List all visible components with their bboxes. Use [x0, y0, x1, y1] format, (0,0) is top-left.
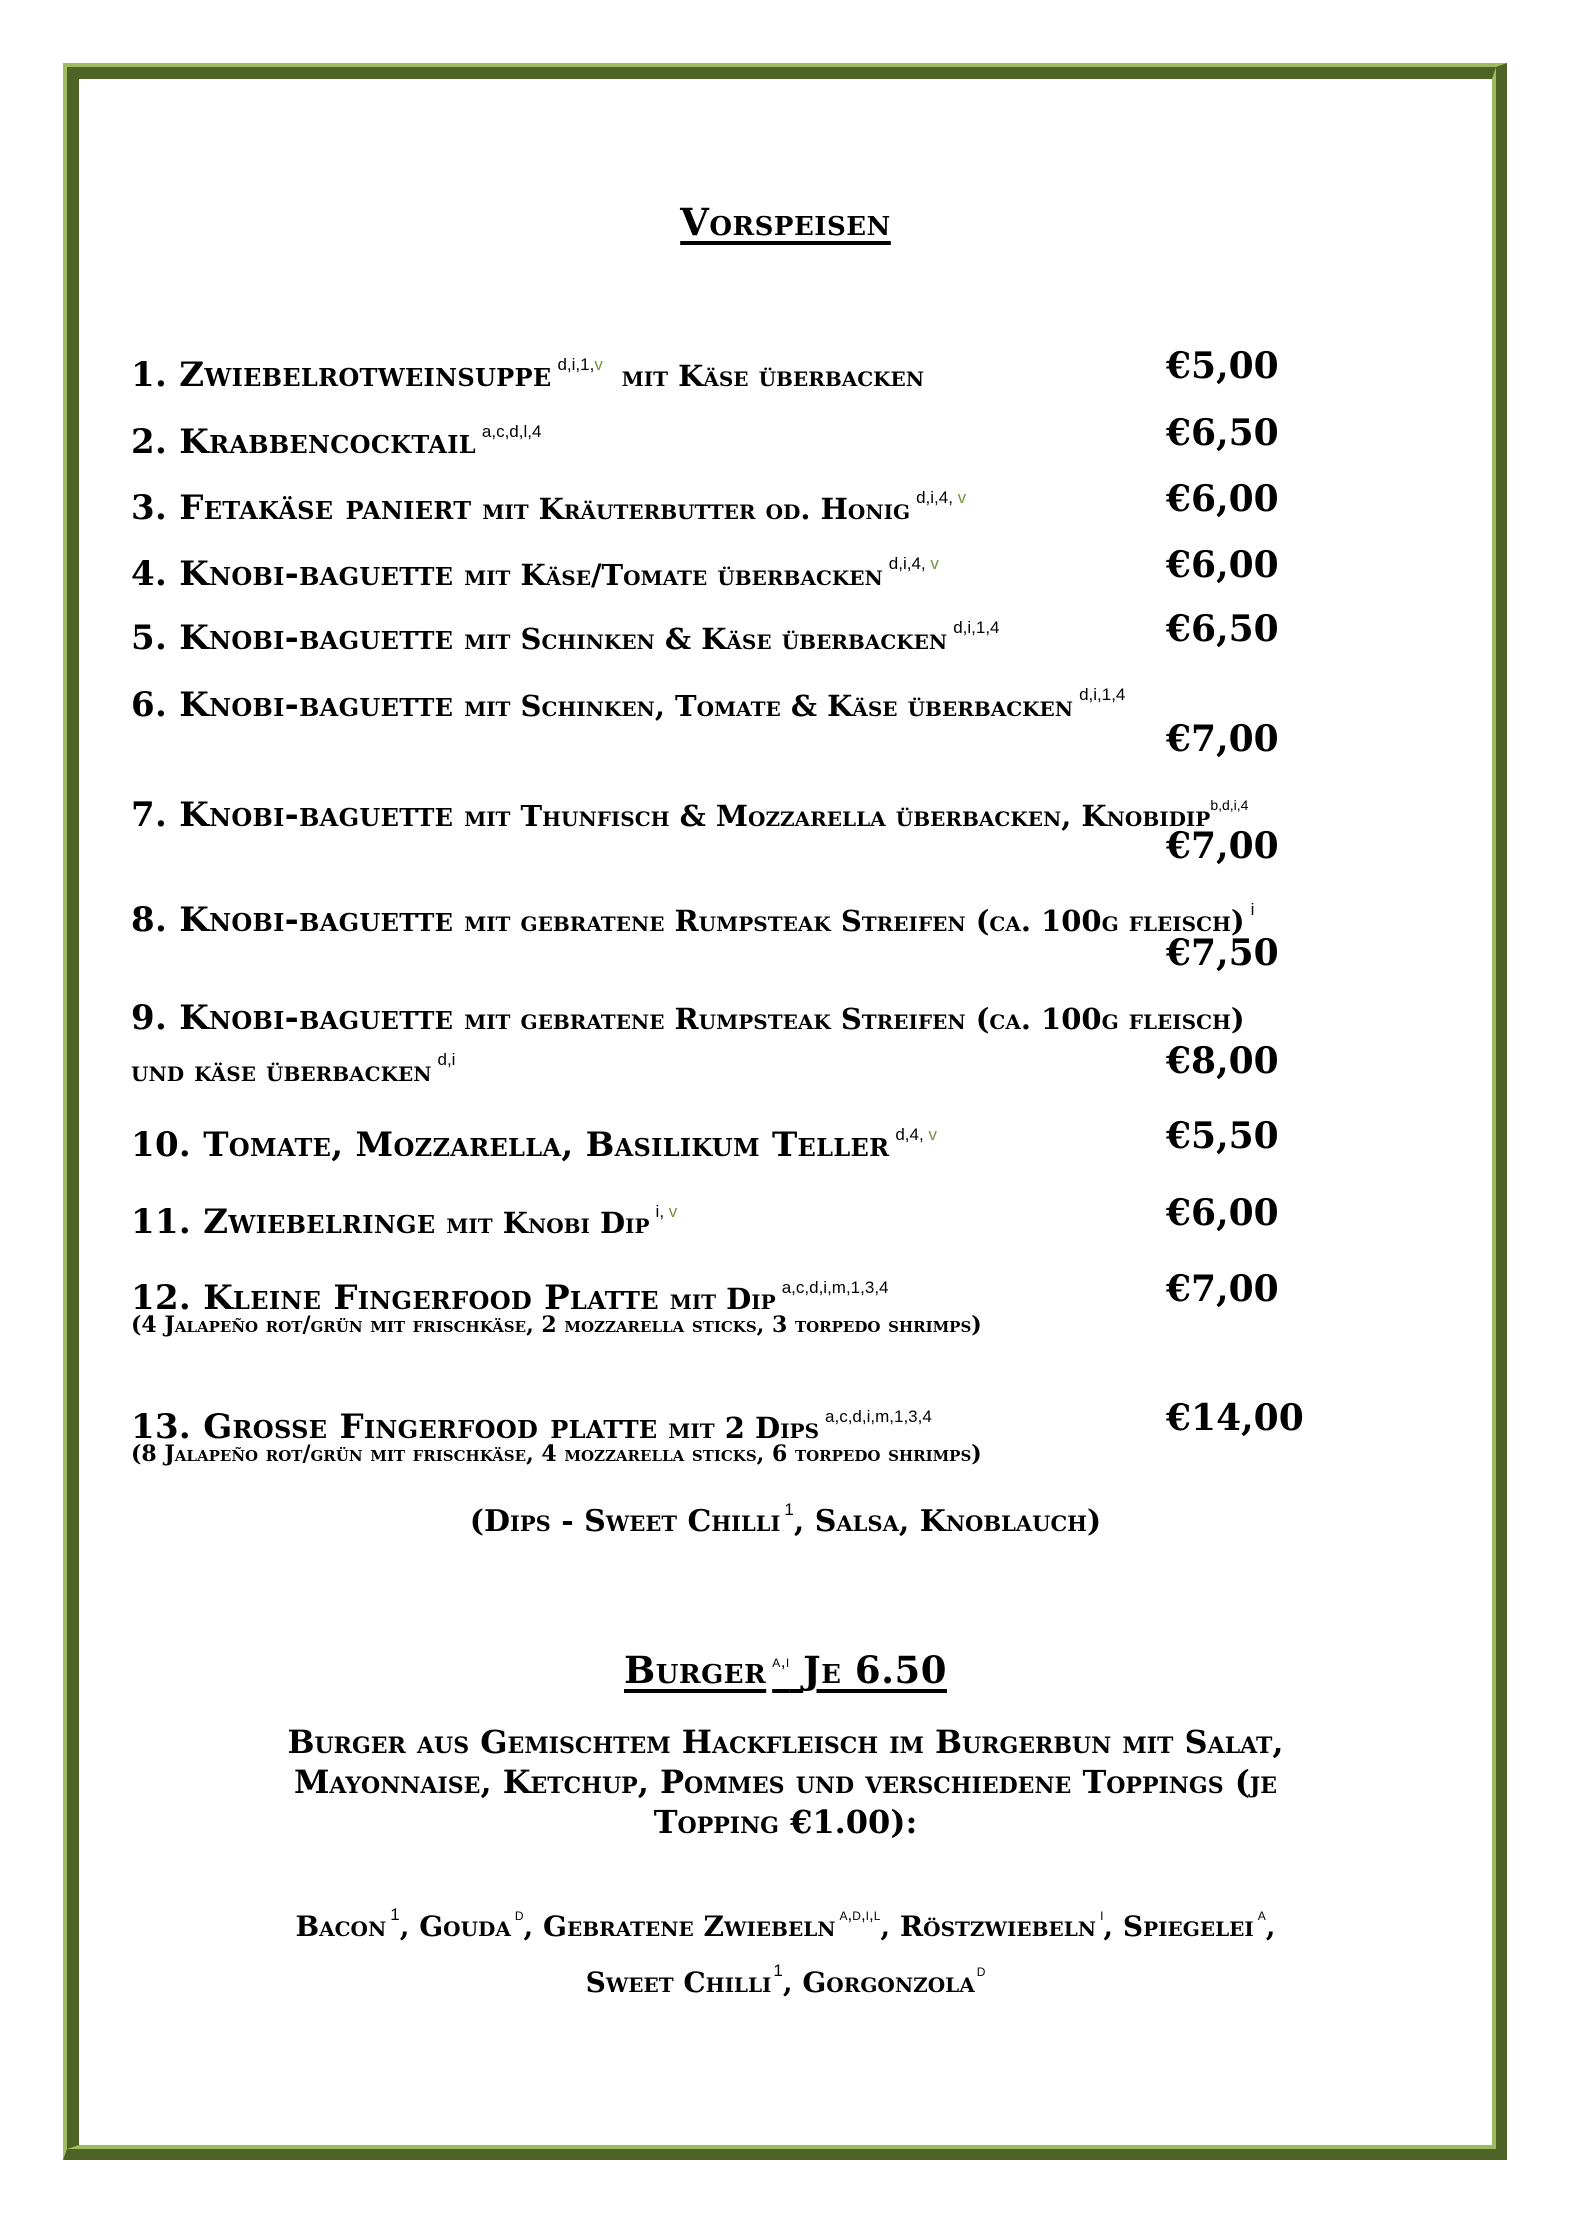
menu-item: [131, 412, 1491, 462]
burger-description-line: Mayonnaise, Ketchup, Pommes und verschiedene Toppings (je: [293, 1763, 1278, 1801]
topping: Röstzwiebeln $^i$: [899, 1905, 1104, 1943]
burger-description-line: Burger aus Gemischtem Hackfleisch im Burgerbun mit Salat,: [287, 1723, 1284, 1761]
topping: Spiegelei $^a$: [1122, 1905, 1266, 1943]
menu-item: [131, 1115, 1491, 1165]
item-description: mit 2 Dips: [668, 1411, 820, 1445]
item-price: €6,50: [1166, 608, 1279, 650]
item-name: 3. Fetakäse paniert: [131, 488, 472, 528]
item-name: 5. Knobi-baguette: [131, 618, 454, 658]
item-details: (8 Jalapeño rot/grün mit frischkäse, 4 mozzarella sticks, 6 torpedo shrimps): [131, 1441, 982, 1467]
item-price: €6,00: [1166, 1192, 1279, 1234]
item-name: 7. Knobi-baguette: [131, 795, 454, 835]
allergen-codes: d,i,4, v: [916, 488, 967, 507]
allergen-codes: d,i,4, v: [888, 554, 939, 573]
menu-item: [131, 675, 1491, 726]
item-name: 4. Knobi-baguette: [131, 554, 454, 594]
item-description: mit Schinken & Käse überbacken: [464, 622, 948, 656]
item-price: €7,50: [1166, 932, 1279, 974]
allergen-codes: b,d,i,4: [1210, 797, 1249, 813]
section-title-vorspeisen: [0, 200, 1571, 244]
allergen-codes: i: [1250, 900, 1255, 919]
allergen-codes: d,i,1,v: [557, 355, 603, 374]
item-description: mit Knobi Dip: [446, 1206, 650, 1240]
item-price: €6,00: [1166, 478, 1279, 520]
dips-note: (Dips - Sweet Chilli $^1$, Salsa, Knoblauch): [469, 1500, 1102, 1539]
item-price: €6,50: [1166, 412, 1279, 454]
menu-item: [131, 785, 1491, 836]
item-description-line2: und käse überbacken: [131, 1054, 432, 1088]
item-details: (4 Jalapeño rot/grün mit frischkäse, 2 mozzarella sticks, 3 torpedo shrimps): [131, 1312, 982, 1338]
item-description: mit Käse überbacken: [621, 359, 925, 393]
burger-description-line: Topping €1.00):: [653, 1803, 918, 1841]
vegetarian-marker: v: [957, 488, 967, 507]
topping: Gebratene Zwiebeln $^{a,d,i,l}$: [543, 1905, 881, 1943]
item-description: mit Thunfisch & Mozzarella überbacken, Knobidip: [464, 799, 1211, 833]
item-name: 9. Knobi-baguette: [131, 998, 454, 1038]
item-name: 13. Grosse Fingerfood platte: [131, 1407, 658, 1447]
item-name: 12. Kleine Fingerfood Platte: [131, 1278, 659, 1318]
menu-item: [131, 345, 1491, 396]
item-description: mit Kräuterbutter od. Honig: [482, 492, 911, 526]
allergen-codes: a,c,d,i,m,1,3,4: [781, 1278, 889, 1297]
topping: Gorgonzola $^d$: [802, 1961, 986, 1999]
item-price: €14,00: [1166, 1397, 1304, 1439]
burger-description: [0, 1722, 1571, 1842]
item-price: €8,00: [1166, 1040, 1279, 1082]
item-price: €7,00: [1166, 825, 1279, 867]
item-name: 10. Tomate, Mozzarella, Basilikum Teller: [131, 1125, 890, 1165]
item-name: 8. Knobi-baguette: [131, 900, 454, 940]
allergen-codes: d,i: [437, 1050, 456, 1069]
vegetarian-marker: v: [928, 1125, 937, 1144]
item-description: mit gebratene Rumpsteak Streifen (ca. 100g fleisch): [464, 1002, 1245, 1036]
item-description: mit gebratene Rumpsteak Streifen (ca. 100g fleisch): [464, 904, 1245, 938]
vegetarian-marker: v: [594, 355, 603, 374]
menu-item: [131, 608, 1491, 659]
allergen-codes: d,4, v: [895, 1125, 937, 1144]
allergen-codes: a,c,d,i,m,1,3,4: [825, 1407, 932, 1426]
item-description: mit Schinken, Tomate & Käse überbacken: [464, 689, 1074, 723]
item-price: €6,00: [1166, 544, 1279, 586]
vegetarian-marker: v: [930, 554, 939, 573]
menu-item: [131, 544, 1491, 595]
item-price: €7,00: [1166, 718, 1279, 760]
topping: Bacon $^1$: [295, 1905, 400, 1943]
item-price: €5,50: [1166, 1115, 1279, 1157]
section-title-burger: [0, 1648, 1571, 1692]
toppings-list: Bacon $^1$, Gouda $^d$, Gebratene Zwiebeln $^{a,d,i,l}$, Röstzwiebeln $^i$, Spiegelei $^a$, Sweet Chilli $^1$, Gorgonzola $^d$: [295, 1905, 1276, 1999]
topping: Sweet Chilli $^1$: [585, 1961, 783, 1999]
vorspeisen-title: Vorspeisen: [680, 200, 891, 244]
menu-item-continuation: [131, 1040, 1491, 1091]
item-name: 2. Krabbencocktail: [131, 422, 476, 462]
allergen-codes: a,c,d,l,4: [481, 422, 542, 441]
menu-item: [131, 1192, 1491, 1243]
item-name: 11. Zwiebelringe: [131, 1202, 436, 1242]
vegetarian-marker: v: [668, 1202, 678, 1221]
burger-title: Burger $^{a,i}$ Je 6.50: [624, 1648, 947, 1692]
item-price: €5,00: [1166, 345, 1279, 387]
allergen-codes: d,i,1,4: [953, 618, 1000, 637]
allergen-codes: d,i,1,4: [1079, 685, 1126, 704]
item-description: mit Dip: [669, 1282, 776, 1316]
allergen-codes: i, v: [655, 1202, 678, 1221]
menu-item: [131, 890, 1491, 941]
item-price: €7,00: [1166, 1268, 1279, 1310]
menu-item: [131, 478, 1491, 529]
item-name: 1. Zwiebelrotweinsuppe: [131, 355, 552, 395]
item-description: mit Käse/Tomate überbacken: [464, 558, 883, 592]
menu-item: [131, 998, 1491, 1039]
item-name: 6. Knobi-baguette: [131, 685, 454, 725]
topping: Gouda $^d$: [419, 1905, 524, 1943]
